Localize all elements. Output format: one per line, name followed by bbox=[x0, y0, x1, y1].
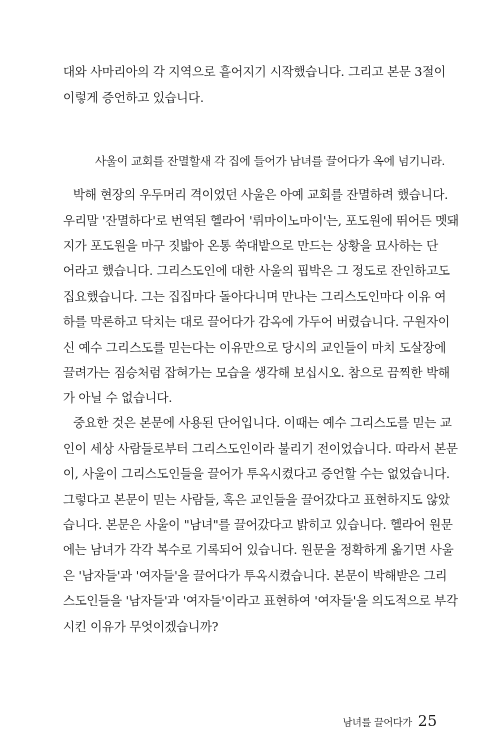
body-line-6: 하를 막론하고 닥치는 대로 끌어다가 감옥에 가두어 버렸습니다. 구원자이 bbox=[63, 314, 450, 329]
body-line-18: 시킨 이유가 무엇이겠습니까? bbox=[63, 619, 219, 634]
body-line-1: 박해 현장의 우두머리 격이었던 사울은 아예 교회를 잔멸하려 했습니다. bbox=[73, 187, 448, 202]
intro-line-2: 이렇게 증언하고 있습니다. bbox=[63, 90, 204, 105]
body-line-15: 에는 남녀가 각각 복수로 기록되어 있습니다. 원문을 정확하게 옮기면 사울 bbox=[63, 542, 454, 557]
page-number: 25 bbox=[417, 712, 437, 730]
page-footer bbox=[343, 711, 437, 730]
body-line-3: 지가 포도원을 마구 짓밟아 온통 쑥대밭으로 만드는 상황을 묘사하는 단 bbox=[63, 238, 438, 253]
body-line-7: 신 예수 그리스도를 믿는다는 이유만으로 당시의 교인들이 마치 도살장에 bbox=[63, 340, 446, 355]
intro-line-1: 대와 사마리아의 각 지역으로 흩어지기 시작했습니다. 그리고 본문 3절이 bbox=[63, 64, 446, 79]
body-line-16: 은 '남자들'과 '여자들'을 끌어다가 투옥시켰습니다. 본문이 박해받은 그리 bbox=[63, 568, 448, 583]
scripture-quote: 사울이 교회를 잔멸할새 각 집에 들어가 남녀를 끌어다가 옥에 넘기니라. bbox=[95, 154, 445, 168]
running-title: 남녀를 끌어다가 bbox=[342, 718, 412, 729]
body-line-12: 이, 사울이 그리스도인들을 끌어가 투옥시켰다고 증언할 수는 없었습니다. bbox=[63, 466, 450, 481]
body-line-14: 습니다. 본문은 사울이 "남녀"를 끌어갔다고 밝히고 있습니다. 헬라어 원문 bbox=[63, 517, 453, 532]
body-line-5: 집요했습니다. 그는 집집마다 돌아다니며 만나는 그리스도인마다 이유 여 bbox=[63, 289, 446, 304]
body-line-8: 끌려가는 짐승처럼 잡혀가는 모습을 생각해 보십시오. 참으로 끔찍한 박해 bbox=[63, 365, 450, 380]
body-line-11: 인이 세상 사람들로부터 그리스도인이라 불리기 전이었습니다. 따라서 본문 bbox=[63, 441, 458, 456]
body-line-13: 그렇다고 본문이 믿는 사람들, 혹은 교인들을 끌어갔다고 표현하지도 않았 bbox=[63, 492, 450, 507]
body-line-17: 스도인들을 '남자들'과 '여자들'이라고 표현하여 '여자들'을 의도적으로 부각 bbox=[63, 593, 458, 608]
body-line-4: 어라고 했습니다. 그리스도인에 대한 사울의 핍박은 그 정도로 잔인하고도 bbox=[63, 263, 450, 278]
body-line-10: 중요한 것은 본문에 사용된 단어입니다. 이때는 예수 그리스도를 믿는 교 bbox=[73, 415, 452, 430]
body-line-9: 가 아닐 수 없습니다. bbox=[63, 390, 173, 405]
body-line-2: 우리말 '잔멸하다'로 번역된 헬라어 '뤼마이노마이'는, 포도원에 뛰어든 멧돼 bbox=[63, 213, 459, 228]
